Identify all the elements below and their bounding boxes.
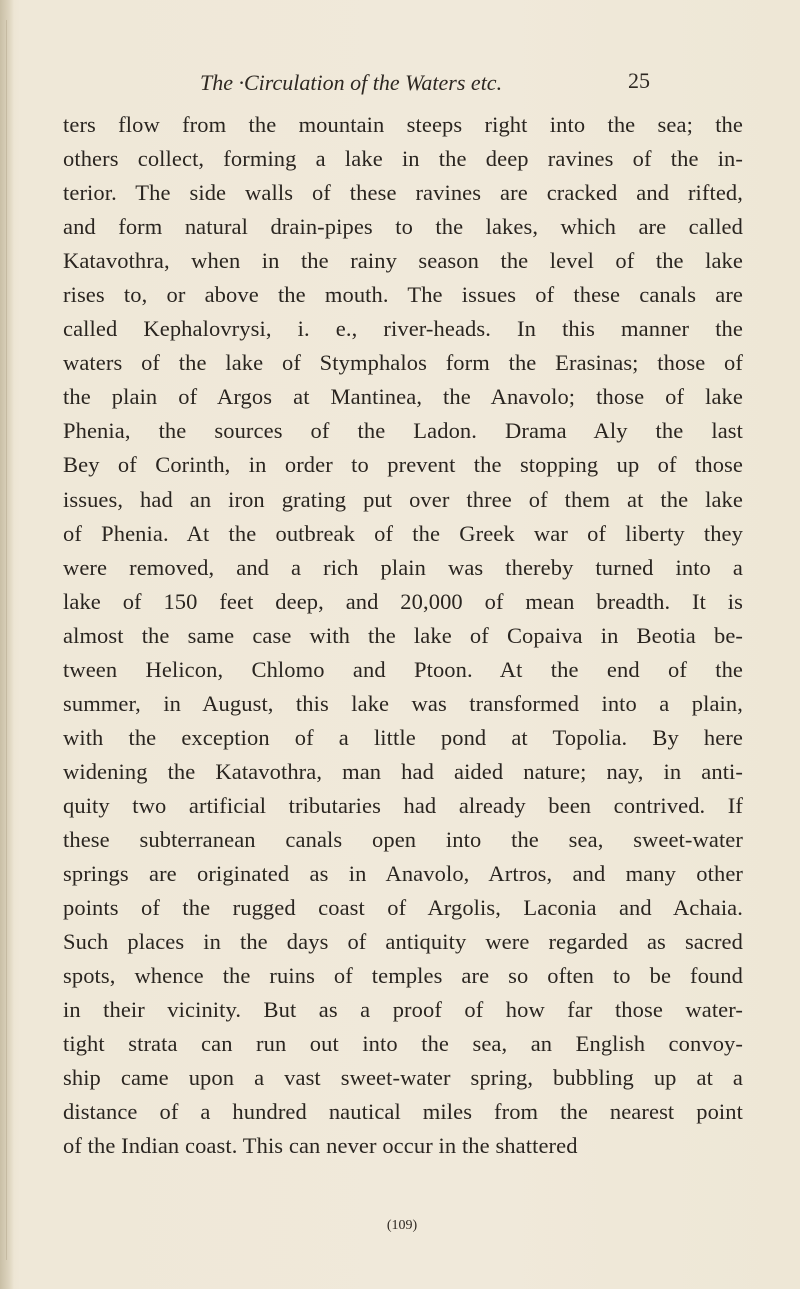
text-line: springs are originated as in Anavolo, Artros, and many other: [63, 861, 743, 887]
text-line: points of the rugged coast of Argolis, Laconia and Achaia.: [63, 895, 743, 921]
text-line: with the exception of a little pond at Topolia. By here: [63, 724, 743, 750]
body-text: [63, 108, 743, 1163]
text-line: summer, in August, this lake was transformed into a plain,: [63, 690, 743, 716]
text-line: were removed, and a rich plain was thereby turned into a: [63, 554, 743, 580]
text-line: in their vicinity. But as a proof of how far those water-: [63, 997, 743, 1023]
text-line: Bey of Corinth, in order to prevent the stopping up of those: [63, 452, 743, 478]
text-line: rises to, or above the mouth. The issues of these canals are: [63, 282, 743, 308]
text-line: Such places in the days of antiquity were regarded as sacred: [63, 929, 743, 955]
text-line: ters flow from the mountain steeps right into the sea; the: [63, 112, 743, 137]
running-head: The ·Circulation of the Waters etc.: [200, 70, 503, 95]
text-line: spots, whence the ruins of temples are so often to be found: [63, 963, 743, 989]
text-line: Katavothra, when in the rainy season the level of the lake: [63, 248, 743, 274]
text-line: called Kephalovrysi, i. e., river-heads. In this manner the: [63, 316, 743, 342]
text-line: terior. The side walls of these ravines are cracked and rifted,: [63, 180, 743, 206]
text-line: Phenia, the sources of the Ladon. Drama Aly the last: [63, 418, 743, 444]
spine-edge: [6, 20, 7, 1260]
text-line: the plain of Argos at Mantinea, the Anavolo; those of lake: [63, 384, 743, 410]
text-line: almost the same case with the lake of Copaiva in Beotia be-: [63, 622, 743, 648]
text-line: tight strata can run out into the sea, an English convoy-: [63, 1031, 743, 1057]
text-line: of Phenia. At the outbreak of the Greek war of liberty they: [63, 520, 743, 546]
signature-mark: (109): [386, 1218, 418, 1233]
text-line: issues, had an iron grating put over three of them at the lake: [63, 486, 743, 512]
text-line: lake of 150 feet deep, and 20,000 of mean breadth. It is: [63, 588, 743, 614]
text-line: waters of the lake of Stymphalos form the Erasinas; those of: [63, 350, 743, 376]
text-line: distance of a hundred nautical miles from the nearest point: [63, 1099, 743, 1125]
text-line: these subterranean canals open into the sea, sweet-water: [63, 826, 743, 852]
text-line: quity two artificial tributaries had already been contrived. If: [63, 792, 743, 818]
page-number: 25: [628, 68, 650, 93]
text-line: others collect, forming a lake in the deep ravines of the in-: [63, 146, 743, 172]
text-line: of the Indian coast. This can never occur in the shattered: [63, 1133, 578, 1159]
spine-shadow: [0, 0, 14, 1289]
text-line: widening the Katavothra, man had aided nature; nay, in anti-: [63, 758, 743, 784]
text-line: tween Helicon, Chlomo and Ptoon. At the end of the: [63, 656, 743, 682]
text-line: ship came upon a vast sweet-water spring, bubbling up at a: [63, 1065, 743, 1091]
text-line: and form natural drain-pipes to the lakes, which are called: [63, 214, 743, 240]
